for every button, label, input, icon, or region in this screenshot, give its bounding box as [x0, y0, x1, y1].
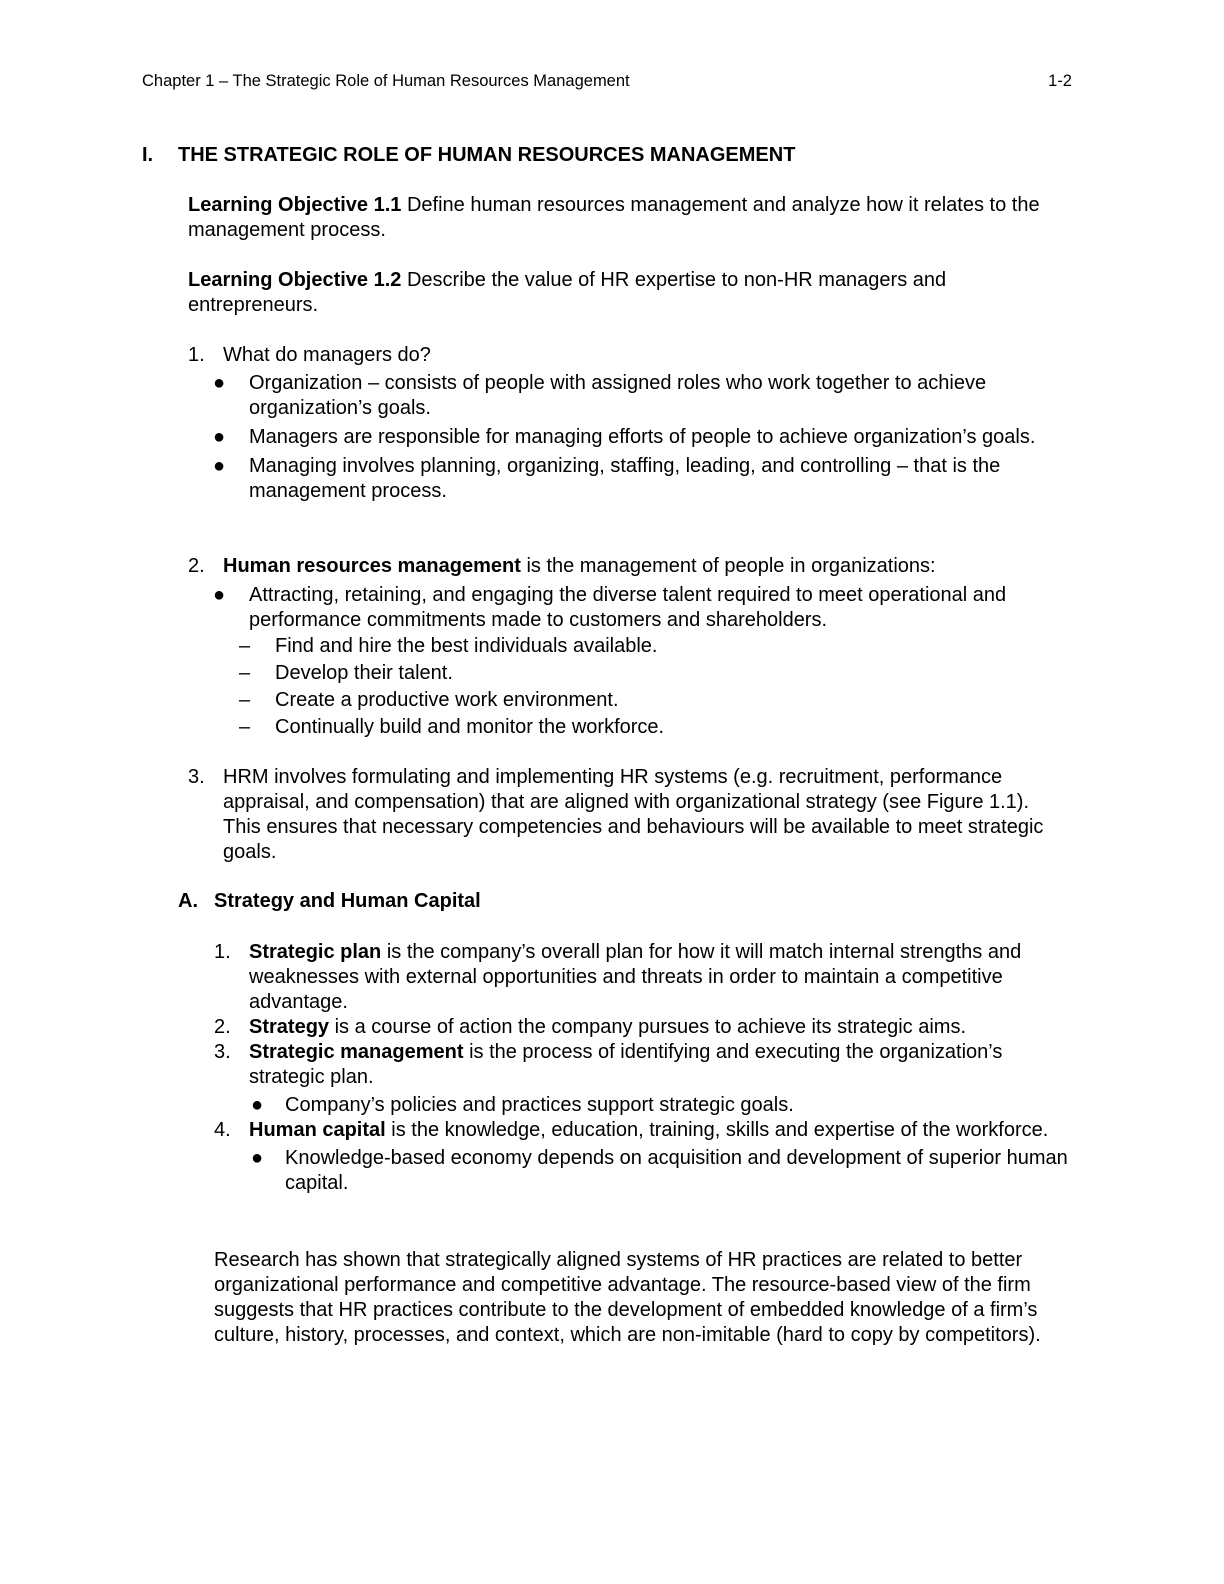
- bullet-text: Organization – consists of people with assigned roles who work together to achieve organization’s goals.: [249, 372, 987, 419]
- item-number: 3.: [188, 766, 205, 788]
- dash-text: Develop their talent.: [275, 662, 453, 684]
- header-title: Chapter 1 – The Strategic Role of Human Resources Management: [142, 72, 630, 90]
- bullet-text: Attracting, retaining, and engaging the diverse talent required to meet operational and performance commitments made to customers and shareholders.: [249, 584, 1007, 631]
- bullet-glyph: ●: [251, 1094, 264, 1116]
- bullet-item: [249, 1146, 1074, 1196]
- bullet-item: [213, 583, 1068, 633]
- item-term: Human capital: [249, 1119, 386, 1141]
- strategy-list: [214, 940, 1074, 1196]
- item-text: HRM involves formulating and implementing HR systems (e.g. recruitment, performance appraisal, and compensation) that are aligned with organizational strategy (see Figure 1.1). This ensures that necessary competencies and behaviours will be available to meet strategic goals.: [223, 766, 1044, 863]
- objective-text: Define human resources management and analyze how it relates to the management process.: [188, 194, 1040, 241]
- dash-text: Continually build and monitor the workforce.: [275, 716, 665, 738]
- subsection-letter: A.: [178, 890, 198, 912]
- bullet-glyph: ●: [213, 372, 226, 394]
- bullet-item: [213, 425, 1068, 450]
- item-definition: is the process of identifying and executing the organization’s strategic plan.: [249, 1041, 1003, 1088]
- bullet-text: Company’s policies and practices support strategic goals.: [285, 1094, 794, 1116]
- list-item-2: [188, 554, 1068, 741]
- closing-paragraph: Research has shown that strategically aligned systems of HR practices are related to better organizational performance and competitive advantage. The resource-based view of the firm suggests that HR practices contribute to the development of embedded knowledge of a firm’s culture, history, processes, and context, which are non-imitable (hard to copy by competitors).: [214, 1249, 1041, 1346]
- bullet-text: Managing involves planning, organizing, staffing, leading, and controlling – that is the management process.: [249, 455, 1001, 502]
- objective-text: Describe the value of HR expertise to non-HR managers and entrepreneurs.: [188, 269, 947, 316]
- bullet-glyph: ●: [213, 584, 226, 606]
- objective-label: Learning Objective 1.2: [188, 269, 402, 291]
- item-term: Strategic plan: [249, 941, 382, 963]
- item-text: What do managers do?: [223, 344, 431, 366]
- item-term: Strategic management: [249, 1041, 464, 1063]
- subsection-heading: [178, 890, 481, 913]
- dash-item: [239, 687, 1068, 714]
- strategy-item-1: [214, 940, 1074, 1015]
- strategy-item-3: [214, 1040, 1074, 1118]
- dash-glyph: –: [239, 689, 251, 711]
- bullet-item: [213, 371, 1068, 421]
- page-number: 1-2: [1048, 72, 1072, 90]
- bullet-text: Managers are responsible for managing efforts of people to achieve organization’s goals.: [249, 426, 1036, 448]
- item-definition: is the management of people in organizations:: [520, 555, 936, 577]
- dash-glyph: –: [239, 662, 251, 684]
- list-item-3: [188, 765, 1068, 865]
- dash-item: [239, 660, 1068, 687]
- dash-item: [239, 714, 1068, 741]
- item-number: 2.: [188, 555, 205, 577]
- section-title: THE STRATEGIC ROLE OF HUMAN RESOURCES MANAGEMENT: [178, 144, 796, 166]
- learning-objective-2: [188, 268, 1068, 318]
- item-number: 3.: [214, 1041, 231, 1063]
- bullet-glyph: ●: [251, 1147, 264, 1169]
- dash-glyph: –: [239, 716, 251, 738]
- item-number: 4.: [214, 1119, 231, 1141]
- strategy-item-4: [214, 1118, 1074, 1196]
- dash-glyph: –: [239, 635, 251, 657]
- item-term: Human resources management: [223, 555, 521, 577]
- item-text: [223, 554, 1068, 579]
- bullet-glyph: ●: [213, 455, 226, 477]
- dash-text: Find and hire the best individuals available.: [275, 635, 658, 657]
- item-number: 2.: [214, 1016, 231, 1038]
- item-number: 1.: [214, 941, 231, 963]
- strategy-item-2: [214, 1015, 1074, 1040]
- bullet-item: [249, 1093, 1074, 1118]
- bullet-text: Knowledge-based economy depends on acquisition and development of superior human capital.: [285, 1147, 1068, 1194]
- section-heading: [142, 144, 795, 167]
- learning-objective-1: [188, 193, 1068, 243]
- item-definition: is the company’s overall plan for how it will match internal strengths and weaknesses with external opportunities and threats in order to maintain a competitive advantage.: [249, 941, 1022, 1013]
- dash-item: [239, 633, 1068, 660]
- objective-label: Learning Objective 1.1: [188, 194, 402, 216]
- item-definition: is the knowledge, education, training, skills and expertise of the workforce.: [385, 1119, 1049, 1141]
- bullet-item: [213, 454, 1068, 504]
- subsection-title: Strategy and Human Capital: [214, 890, 481, 912]
- dash-text: Create a productive work environment.: [275, 689, 619, 711]
- section-numeral: I.: [142, 144, 154, 166]
- item-definition: is a course of action the company pursues to achieve its strategic aims.: [329, 1016, 967, 1038]
- list-item-1: [188, 343, 1068, 504]
- item-number: 1.: [188, 344, 205, 366]
- item-term: Strategy: [249, 1016, 330, 1038]
- bullet-glyph: ●: [213, 426, 226, 448]
